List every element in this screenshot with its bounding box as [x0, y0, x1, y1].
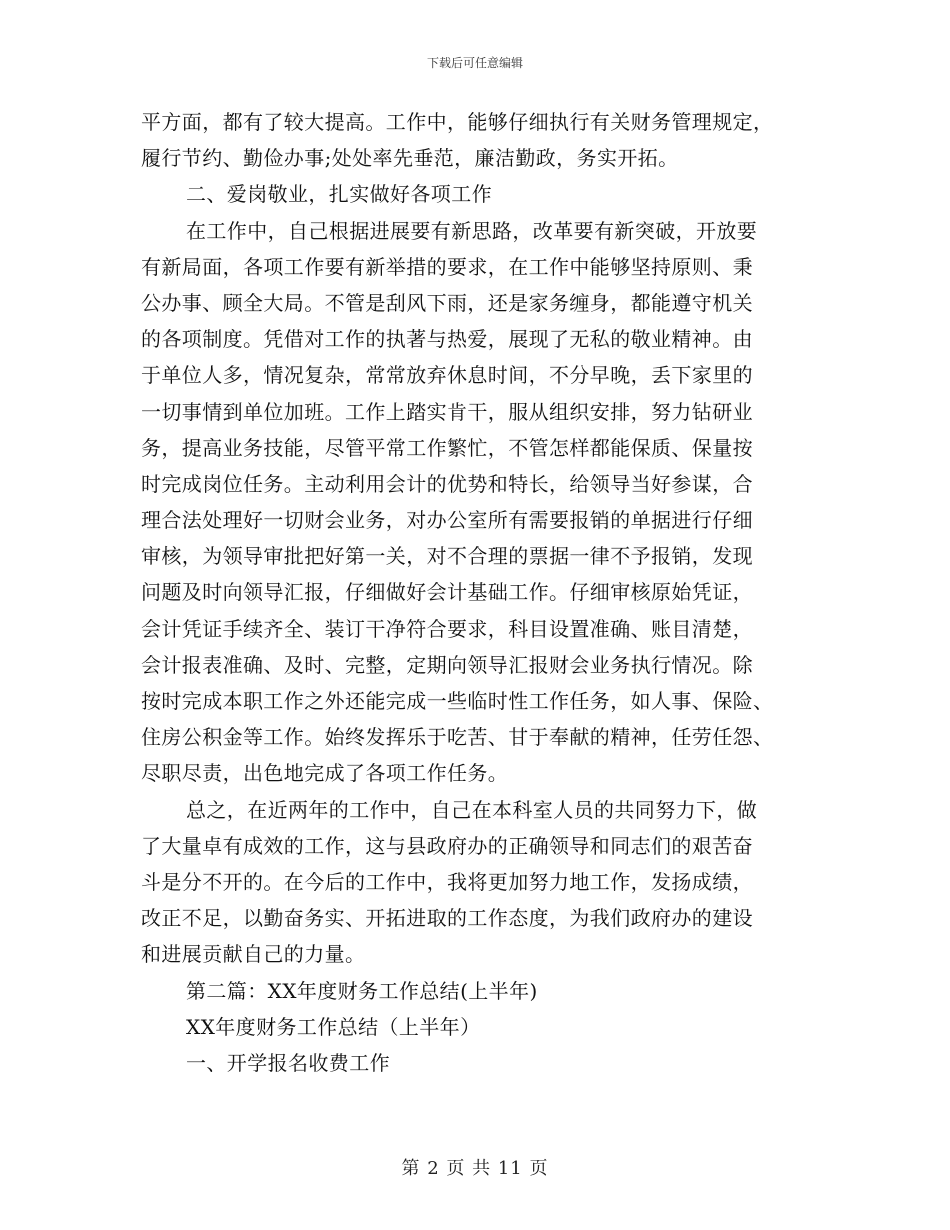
page-header-note: 下载后可任意编辑 — [426, 56, 523, 70]
text-line: 的各项制度。凭借对工作的执著与热爱，展现了无私的敬业精神。由 — [141, 327, 753, 352]
text-line: 于单位人多，情况复杂，常常放弃休息时间，不分早晚，丢下家里的 — [141, 363, 753, 388]
text-line: 务，提高业务技能，尽管平常工作繁忙，不管怎样都能保质、保量按 — [141, 435, 753, 460]
document-body — [141, 104, 809, 1081]
text-line: 总之，在近两年的工作中，自己在本科室人员的共同努力下，做 — [186, 797, 758, 822]
text-line: 时完成岗位任务。主动利用会计的优势和特长，给领导当好参谋，合 — [141, 471, 753, 496]
text-line: 按时完成本职工作之外还能完成一些临时性工作任务，如人事、保险、 — [141, 689, 774, 713]
text-line: 会计报表准确、及时、完整，定期向领导汇报财会业务执行情况。除 — [141, 652, 753, 677]
text-line: 审核，为领导审批把好第一关，对不合理的票据一律不予报销，发现 — [141, 544, 753, 569]
text-line: 尽职尽责，出色地完成了各项工作任务。 — [141, 761, 509, 786]
text-line: 公办事、顾全大局。不管是刮风下雨，还是家务缠身，都能遵守机关 — [141, 290, 753, 315]
document-title: XX年度财务工作总结（上半年） — [186, 1014, 481, 1039]
text-line: 在工作中，自己根据进展要有新思路，改革要有新突破，开放要 — [186, 218, 758, 243]
text-line: 斗是分不开的。在今后的工作中，我将更加努力地工作，发扬成绩， — [141, 869, 753, 894]
text-line: 住房公积金等工作。始终发挥乐于吃苦、甘于奉献的精神，任劳任怨、 — [141, 725, 774, 750]
section-heading: 一、开学报名收费工作 — [186, 1050, 390, 1075]
text-line: 会计凭证手续齐全、装订干净符合要求，科目设置准确、账目清楚， — [141, 616, 753, 641]
text-line: 平方面，都有了较大提高。工作中，能够仔细执行有关财务管理规定， — [141, 110, 774, 134]
text-line: 问题及时向领导汇报，仔细做好会计基础工作。仔细审核原始凭证， — [141, 580, 753, 605]
page-number: 第 2 页 共 11 页 — [401, 1158, 549, 1179]
text-line: 一切事情到单位加班。工作上踏实肯干，服从组织安排，努力钻研业 — [141, 399, 753, 424]
text-line: 有新局面，各项工作要有新举措的要求，在工作中能够坚持原则、秉 — [141, 254, 753, 279]
section-heading: 二、爱岗敬业，扎实做好各项工作 — [186, 182, 492, 207]
text-line: 履行节约、勤俭办事;处处率先垂范，廉洁勤政，务实开拓。 — [141, 146, 679, 171]
text-line: 和进展贡献自己的力量。 — [141, 942, 366, 967]
text-line: 理合法处理好一切财会业务，对办公室所有需要报销的单据进行仔细 — [141, 508, 753, 533]
text-line: 改正不足，以勤奋务实、开拓进取的工作态度，为我们政府办的建设 — [141, 906, 753, 931]
chapter-heading: 第二篇：XX年度财务工作总结(上半年) — [186, 978, 538, 1003]
text-line: 了大量卓有成效的工作，这与县政府办的正确领导和同志们的艰苦奋 — [141, 833, 753, 858]
